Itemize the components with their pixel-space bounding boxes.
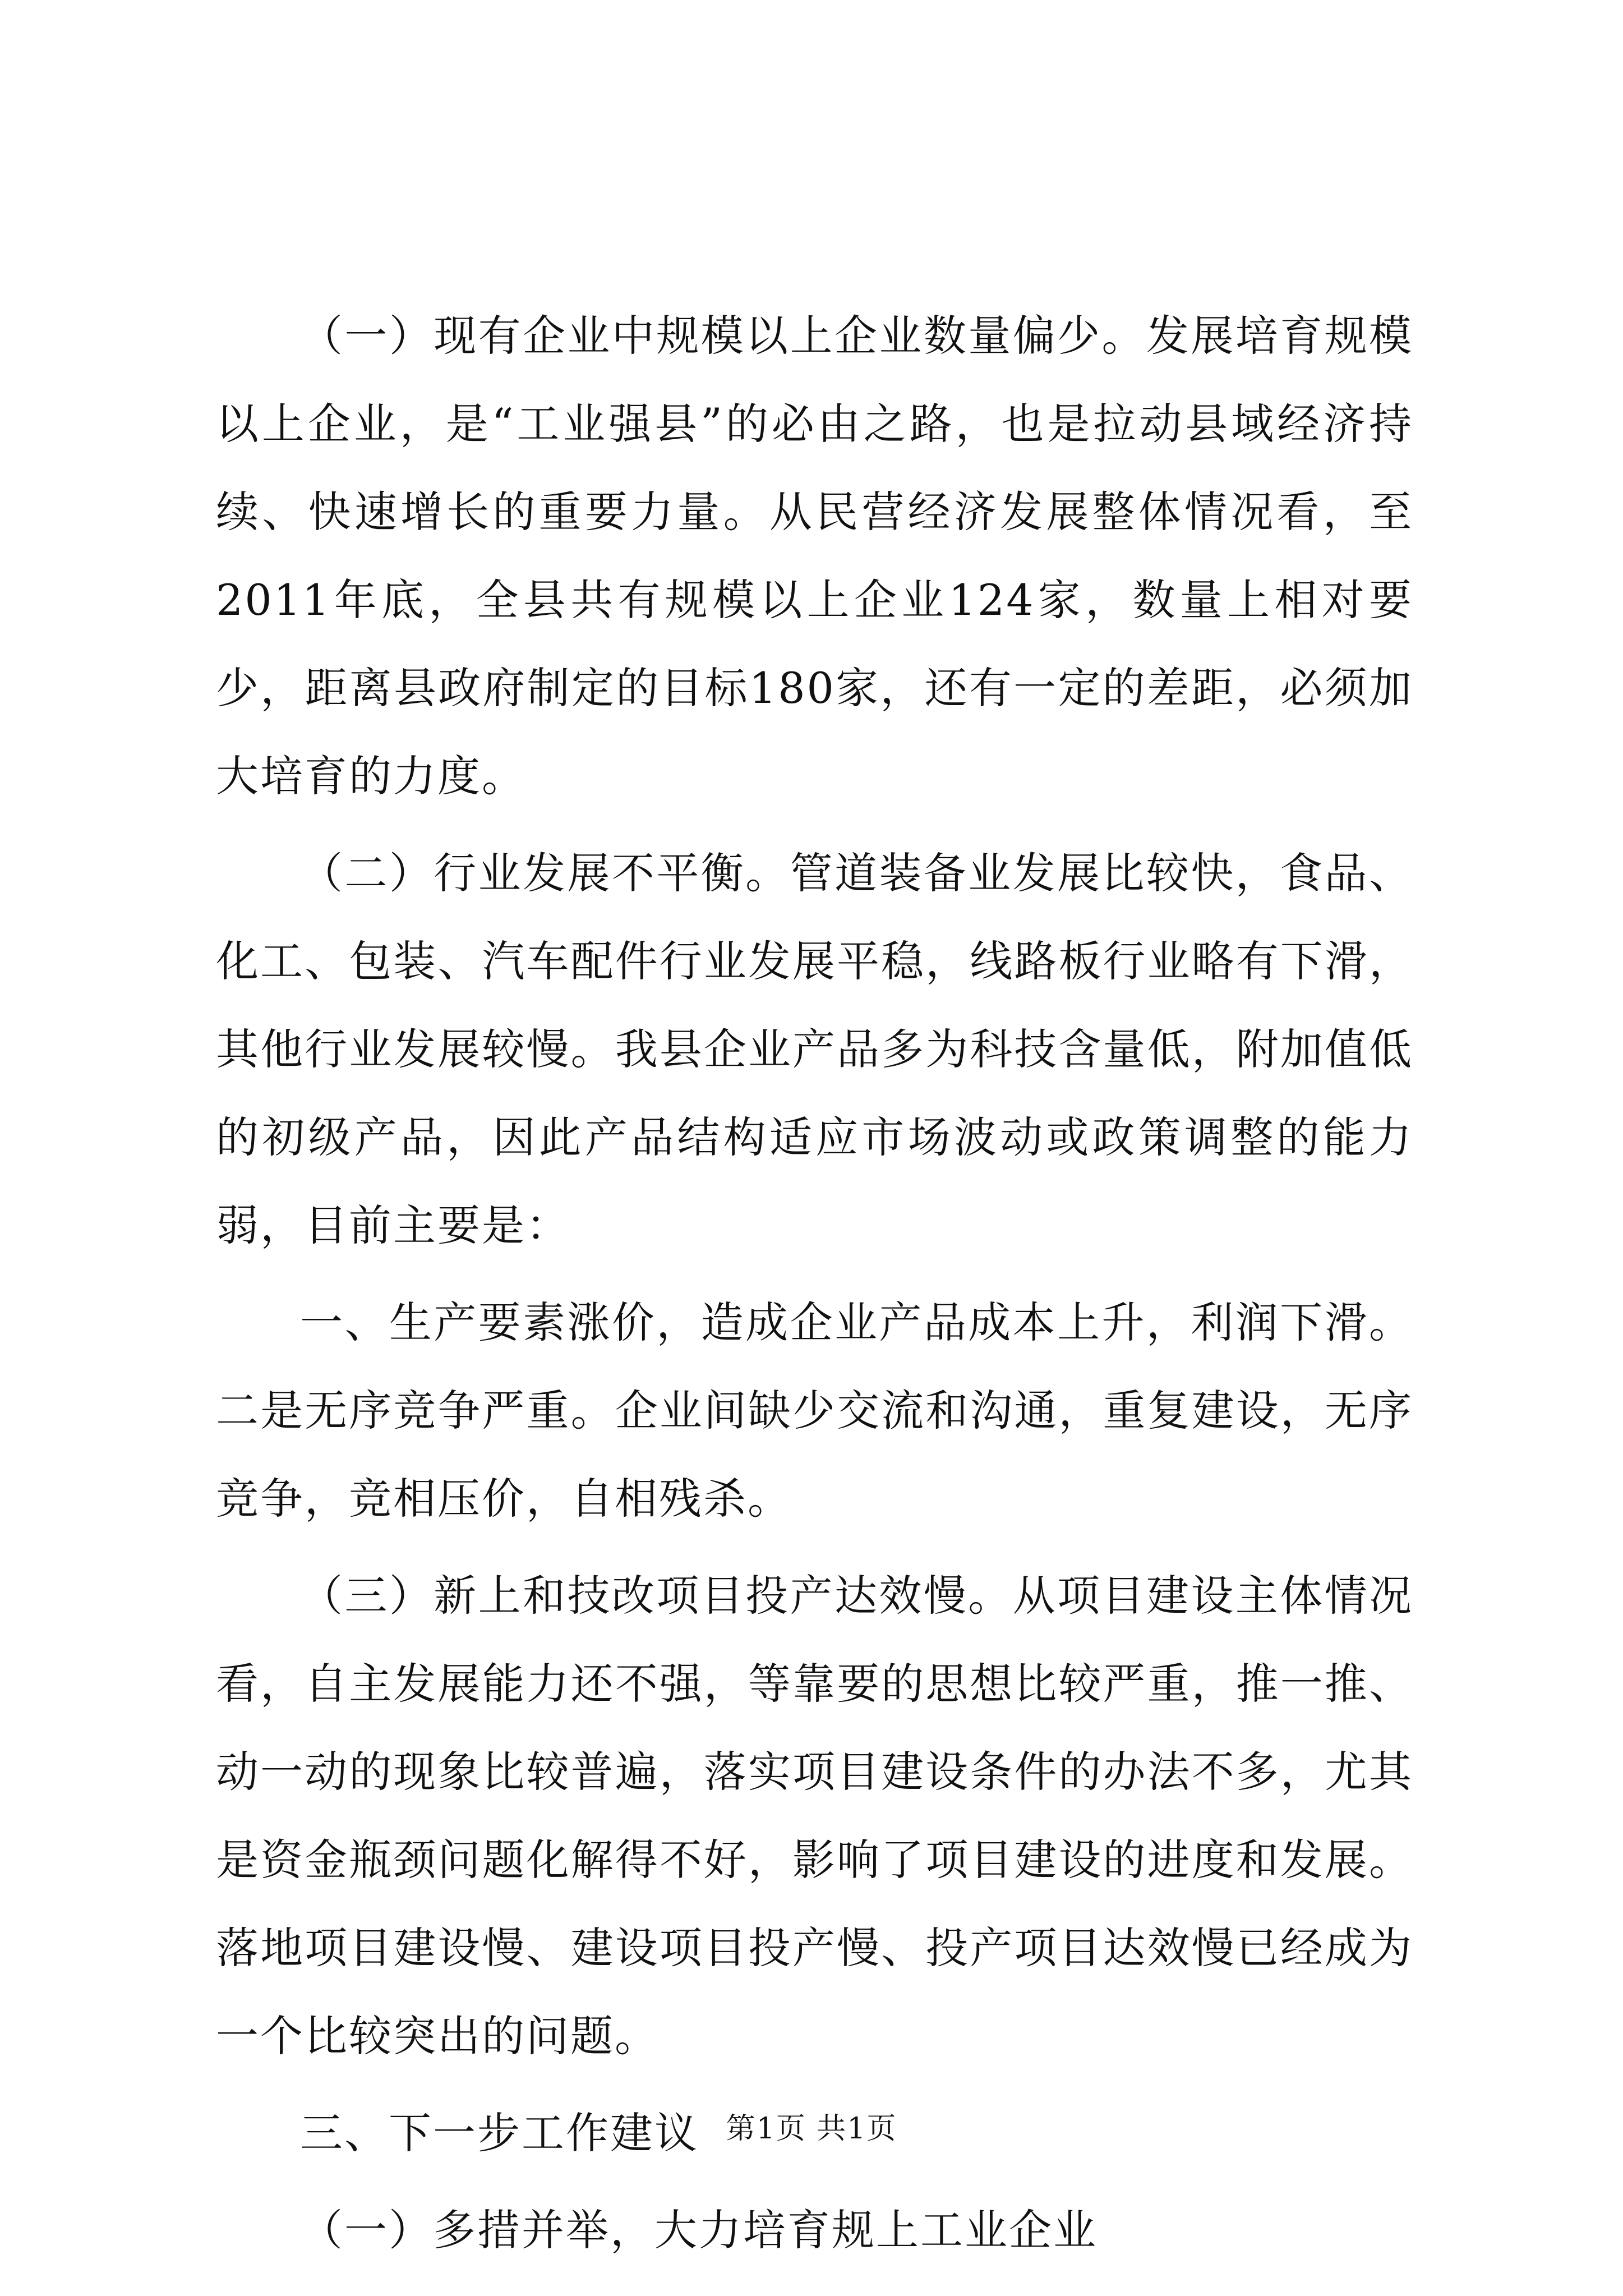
- paragraph-3: 一、生产要素涨价，造成企业产品成本上升，利润下滑。二是无序竞争严重。企业间缺少交流和沟通，重复建设，无序竞争，竞相压价，自相残杀。: [216, 1297, 1413, 1524]
- section-heading: 三、下一步工作建议: [300, 2108, 699, 2158]
- subsection-heading: （一）多措并举，大力培育规上工业企业: [300, 2205, 1098, 2255]
- paragraph-4: （三）新上和技改项目投产达效慢。从项目建设主体情况看，自主发展能力还不强，等靠要的思想比较严重，推一推、动一动的现象比较普遍，落实项目建设条件的办法不多，尤其是资金瓶颈问题化解得不好，影响了项目建设的进度和发展。落地项目建设慢、建设项目投产慢、投产项目达效慢已经成为一个比较突出的问题。: [216, 1571, 1413, 2061]
- paragraph-2: （二）行业发展不平衡。管道装备业发展比较快，食品、化工、包装、汽车配件行业发展平稳，线路板行业略有下滑，其他行业发展较慢。我县企业产品多为科技含量低，附加值低的初级产品，因此产品结构适应市场波动或政策调整的能力弱，目前主要是：: [216, 848, 1413, 1250]
- document-body: [216, 292, 1413, 2283]
- paragraph-1: （一）现有企业中规模以上企业数量偏少。发展培育规模以上企业，是“工业强县”的必由之路，也是拉动县域经济持续、快速增长的重要力量。从民营经济发展整体情况看，至2011年底，全县共有规模以上企业124家，数量上相对要少，距离县政府制定的目标180家，还有一定的差距，必须加大培育的力度。: [216, 311, 1413, 801]
- page-footer: 第1页 共1页: [726, 2112, 897, 2146]
